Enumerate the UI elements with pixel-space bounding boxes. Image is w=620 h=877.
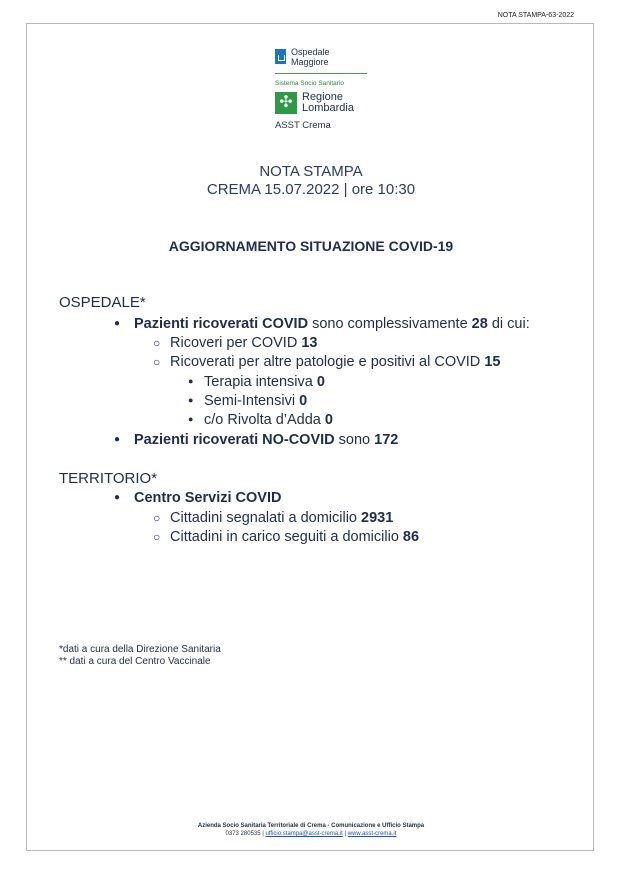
hospital-logo — [275, 47, 330, 67]
circle-bullet-icon: ○ — [153, 530, 161, 544]
list-item: ○ Cittadini segnalati a domicilio 2931 — [153, 510, 394, 526]
region-name-line1: Regione — [302, 91, 343, 103]
list-item: ● Centro Servizi COVID — [114, 490, 282, 506]
system-label: Sistema Socio Sanitario — [275, 80, 345, 87]
document-title: AGGIORNAMENTO SITUAZIONE COVID-19 — [168, 238, 454, 254]
hospital-icon — [275, 49, 286, 64]
circle-bullet-icon: ○ — [153, 511, 161, 525]
bullet-icon: ● — [114, 434, 121, 445]
hospital-name-line1: Ospedale — [291, 47, 330, 57]
list-item: ● Pazienti ricoverati NO-COVID sono 172 — [114, 432, 399, 448]
list-item: ○ Cittadini in carico seguiti a domicilio 86 — [153, 529, 420, 545]
list-item: ● Semi-Intensivi 0 — [188, 393, 308, 409]
list-item: ● Pazienti ricoverati COVID sono complessivamente 28 di cui: — [114, 316, 530, 332]
press-note-label: NOTA STAMPA — [259, 163, 363, 180]
page-footer — [27, 822, 595, 838]
circle-bullet-icon: ○ — [153, 336, 161, 350]
asst-logo — [275, 47, 375, 137]
footer-organization: Azienda Socio Sanitaria Territoriale di Crema - Comunicazione e Ufficio Stampa — [197, 823, 425, 829]
lombardy-rose-icon: ✣ — [275, 92, 297, 114]
bullet-icon: ● — [114, 318, 121, 329]
page-frame — [26, 23, 594, 851]
press-note-date: CREMA 15.07.2022 | ore 10:30 — [206, 181, 416, 198]
region-name-line2: Lombardia — [302, 102, 354, 114]
list-item: ● c/o Rivolta d’Adda 0 — [188, 412, 333, 428]
bullet-icon: ● — [188, 414, 194, 424]
footnote-2: ** dati a cura del Centro Vaccinale — [59, 656, 211, 667]
footnote-1: *dati a cura della Direzione Sanitaria — [59, 644, 221, 655]
hospital-name-line2: Maggiore — [291, 57, 329, 67]
footer-phone: 0373 280535 — [225, 831, 261, 837]
footer-website-link[interactable]: www.asst-crema.it — [347, 831, 397, 837]
circle-bullet-icon: ○ — [153, 355, 161, 369]
footer-email-link[interactable]: ufficio.stampa@asst-crema.it — [265, 831, 343, 837]
list-item: ○ Ricoveri per COVID 13 — [153, 335, 318, 351]
footnotes — [59, 644, 221, 668]
list-item: ● Terapia intensiva 0 — [188, 374, 325, 390]
asst-name: ASST Crema — [275, 120, 331, 131]
logo-divider — [275, 73, 367, 74]
region-logo — [275, 92, 354, 114]
footer-contacts: 0373 280535 | ufficio.stampa@asst-crema.it | www.asst-crema.it — [225, 831, 397, 837]
ospedale-heading: OSPEDALE* — [59, 294, 146, 311]
bullet-icon: ● — [188, 395, 194, 405]
bullet-icon: ● — [188, 376, 194, 386]
document-code: NOTA STAMPA-63-2022 — [497, 12, 574, 19]
bullet-icon: ● — [114, 492, 121, 503]
territorio-heading: TERRITORIO* — [59, 470, 158, 487]
list-item: ○ Ricoverati per altre patologie e positivi al COVID 15 — [153, 354, 501, 370]
